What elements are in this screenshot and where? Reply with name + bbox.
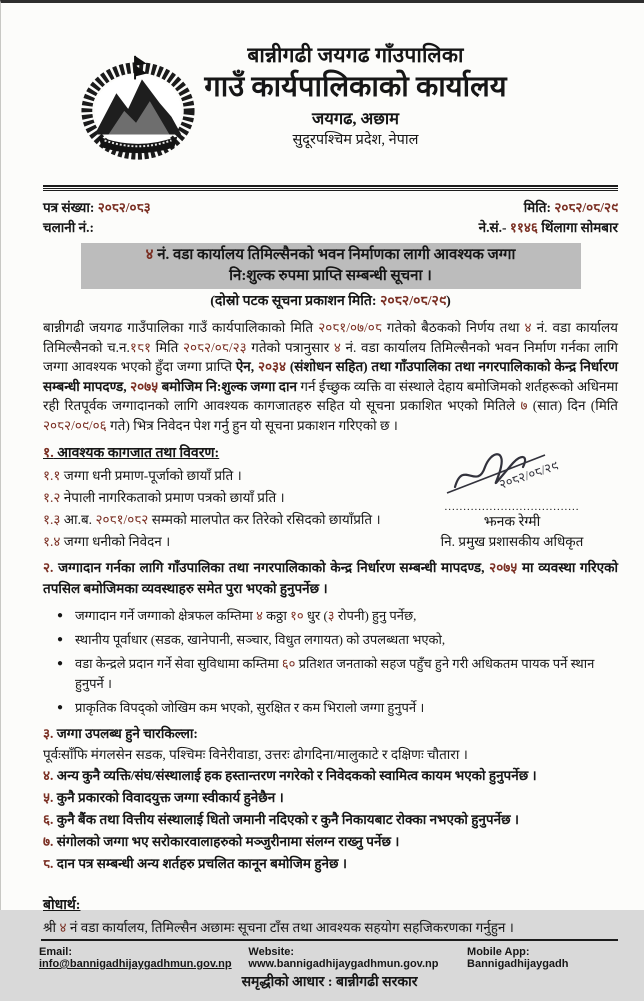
section1-and-signature bbox=[43, 443, 618, 553]
notice-title-highlight bbox=[81, 243, 581, 289]
bullet-text: वडा केन्द्रले प्रदान गर्ने सेवा सुविधामा कम्तिमा ६० प्रतिशत जनताको सहज पहुँच हुने गरी अधिकतम पायक पर्ने स्थान हुनुपर्ने । bbox=[75, 656, 595, 691]
letter-date: मिति: २०८२/०८/२९ bbox=[523, 200, 618, 215]
footer-tagline: समृद्धीको आधार : बान्नीगढी सरकार bbox=[241, 975, 418, 990]
website-value: www.bannigadhijaygadhmun.gov.np bbox=[248, 958, 439, 970]
condition-item: ६. कुनै बैंक तथा वित्तीय संस्थालाई धितो जमानी नदिएको र कुनै निकायबाट रोक्का नभएको हुनुपर्नेछ । bbox=[43, 812, 520, 827]
office-location: जयगढ, अछाम bbox=[312, 109, 399, 129]
cc-line: श्री ४ नं वडा कार्यालय, तिमिल्सैन अछामः सूचना टाँस तथा आवश्यक सहयोग सहजिकरणका गर्नुहुन । bbox=[43, 920, 514, 935]
condition-item: ४. अन्य कुनै व्यक्ति/संघ/संस्थालाई हक हस्तान्तरण नगरेको र निवेदकको स्वामित्व कायम भएको हुनुपर्नेछ । bbox=[43, 768, 537, 783]
footer-contacts bbox=[33, 946, 626, 970]
app-label: Mobile App: bbox=[467, 946, 530, 958]
bullet-item bbox=[57, 654, 618, 694]
bullet-item bbox=[57, 606, 618, 626]
dispatch-number: चलानी नं.: bbox=[43, 220, 94, 235]
list-item: १.४ जग्गा धनीको निवेदन । bbox=[43, 534, 171, 549]
bullet-icon: ● bbox=[57, 610, 64, 621]
header-divider bbox=[43, 185, 618, 191]
cc-heading: बोधार्थ: bbox=[43, 898, 81, 913]
handwritten-signature-icon bbox=[417, 445, 607, 503]
signatory-name: झनक रेग्मी bbox=[483, 515, 541, 530]
publish-date-line: (दोस्रो पटक सूचना प्रकाशन मिति: २०८२/०८/२९) bbox=[210, 294, 451, 309]
section3-heading: ३. जग्गा उपलब्ध हुने चारकिल्ला: bbox=[43, 726, 198, 741]
office-name: गाउँ कार्यपालिकाको कार्यालय bbox=[204, 71, 507, 104]
condition-item: ७. संगोलको जग्गा भए सरोकारवालाहरुको मञ्जुरीनामा संलग्न राख्नु पर्नेछ । bbox=[43, 834, 400, 849]
bullet-item bbox=[57, 698, 618, 718]
bullet-icon: ● bbox=[57, 702, 64, 713]
notice-title-line2: नि:शुल्क रुपमा प्राप्ति सम्बन्धी सूचना । bbox=[229, 268, 432, 284]
footer-email bbox=[39, 946, 248, 970]
signature-date-scribble: २०८२/०८/२९ bbox=[497, 457, 560, 492]
ref-number: पत्र संख्या: २०८२/०८३ bbox=[43, 200, 151, 215]
nepal-sambat-date: ने.सं.- ११४६ थिंलागा सोमबार bbox=[478, 220, 618, 235]
bullet-text: जग्गादान गर्ने जग्गाको क्षेत्रफल कम्तिमा ४ कठ्ठा १० धुर (३ रोपनी) हुनु पर्नेछ, bbox=[75, 608, 417, 623]
website-label: Website: bbox=[248, 946, 295, 958]
footer-mobile-app bbox=[467, 946, 620, 970]
list-item: १.३ आ.ब. २०८१/०८२ सम्मको मालपोत कर तिरेको रसिदको छायाँप्रति । bbox=[43, 512, 381, 527]
bullet-item bbox=[57, 630, 618, 650]
signatory-title: नि. प्रमुख प्रशासकीय अधिकृत bbox=[440, 534, 584, 549]
email-value: info@bannigadhijaygadhmun.gov.np bbox=[39, 958, 232, 970]
email-label: Email: bbox=[39, 946, 73, 958]
footer-website bbox=[248, 946, 467, 970]
document-content bbox=[1, 3, 644, 939]
municipality-name: बान्नीगढी जयगढ गाँउपालिका bbox=[247, 43, 464, 67]
letter-footer bbox=[1, 939, 644, 1001]
app-value: Bannigadhijaygadh bbox=[467, 958, 569, 970]
section-required-documents bbox=[43, 443, 406, 553]
list-item: १.२ नेपाली नागरिकताको प्रमाण पत्रको छायाँ प्रति । bbox=[43, 490, 285, 505]
bullet-icon: ● bbox=[57, 658, 64, 669]
nepal-government-emblem-icon bbox=[79, 49, 197, 161]
condition-item: ५. कुनै प्रकारको विवादयुक्त जग्गा स्वीकार्य हुनेछैन । bbox=[43, 790, 284, 805]
signature-dotted-line: .................................... bbox=[444, 501, 580, 513]
list-item: १.१ जग्गा धनी प्रमाण-पूर्जाको छायाँ प्रति । bbox=[43, 468, 242, 483]
section1-heading: १. आवश्यक कागजात तथा विवरण: bbox=[43, 446, 220, 461]
office-province: सुदूरपश्चिम प्रदेश, नेपाल bbox=[292, 132, 419, 149]
letterhead bbox=[43, 3, 618, 171]
footer-divider bbox=[41, 939, 618, 941]
bullet-text: स्थानीय पूर्वाधार (सडक, खानेपानी, सञ्चार, विधुत लगायत) को उपलब्धता भएको, bbox=[75, 632, 446, 647]
bullet-icon: ● bbox=[57, 634, 64, 645]
signature-block bbox=[406, 443, 618, 553]
notice-title-line1: ४ नं. वडा कार्यालय तिमिल्सैनको भवन निर्माणका लागी आवश्यक जग्गा bbox=[145, 247, 516, 263]
condition-item: ८. दान पत्र सम्बन्धी अन्य शर्तहरु प्रचलित कानून बमोजिम हुनेछ । bbox=[43, 856, 347, 871]
notice-body-paragraph: बान्नीगढी जयगढ गाउँपालिका गाउँ कार्यपालिकाको मिति २०८१/०७/०८ गतेको बैठकको निर्णय तथा ४ नं. वडा कार्यालय तिमिल्सैनको च.न.१८१ मिति २०८२/०८/२३ गतेको पत्रानुसार ४ नं. वडा कार्यालय तिमिल्सैनको भवन निर्माण गर्नका लागि जग्गा आवश्यक भएको हुँदा जग्गा प्राप्ति ऐन, २०३४ (संशोधन सहित) तथा गाँउपालिका तथा नगरपालिकाको केन्द्र निर्धारण सम्बन्धी मापदण्ड, २०७५ बमोजिम नि:शुल्क जग्गा दान गर्न ईच्छुक व्यक्ति वा संस्थाले देहाय बमोजिमको शर्तहरूको अधिनमा रही रितपूर्वक जग्गादानको लागि आवश्यक कागजातहरु सहित यो सूचना प्रकाशित भएको मितिले ७ (सात) दिन (मिति २०८२/०९/०६ गते) भित्र निवेदन पेश गर्नु हुन यो सूचना प्रकाशन गरिएको छ । bbox=[43, 320, 618, 433]
section2-bullets bbox=[43, 602, 618, 718]
letter-meta bbox=[43, 198, 618, 238]
section2-heading: २. जग्गादान गर्नका लागि गाँउपालिका तथा नगरपालिकाको केन्द्र निर्धारण सम्बन्धी मापदण्ड, २०७५ मा व्यवस्था गरिएको तपसिल बमोजिमका व्यवस्थाहरु समेत पुरा भएको हुनुपर्नेछ । bbox=[43, 560, 618, 596]
boundary-description: पूर्वःसाँफि मंगलसेन सडक, पश्चिमः विनेरीवाडा, उत्तरः ढोगदिना/मालुकाटे र दक्षिणः चौतारा । bbox=[43, 747, 468, 762]
bullet-text: प्राकृतिक विपद्को जोखिम कम भएको, सुरक्षित र कम भिरालो जग्गा हुनुपर्ने । bbox=[75, 700, 425, 715]
